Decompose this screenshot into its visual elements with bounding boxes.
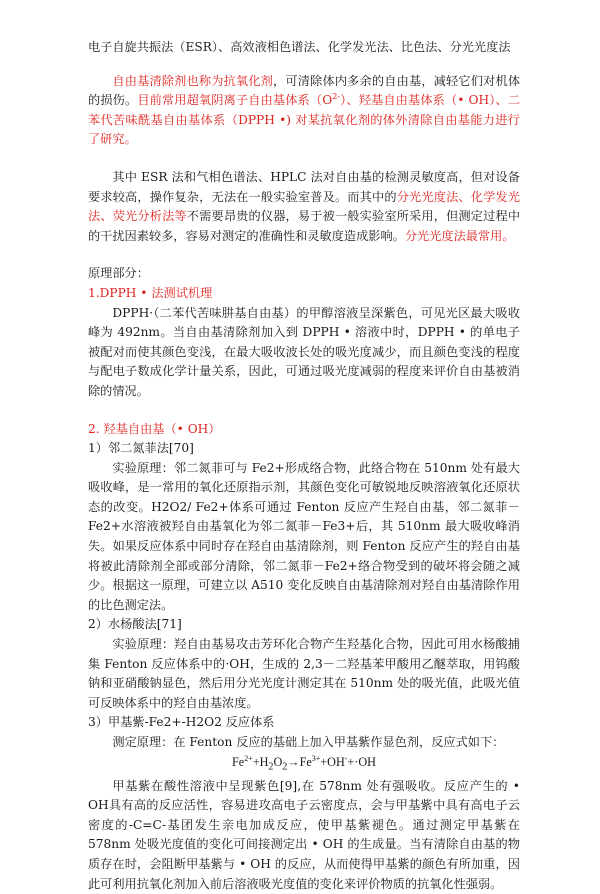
principle-label: 原理部分：	[88, 266, 149, 281]
intro-line: 电子自旋共振法（ESR）、高效液相色谱法、化学发光法、比色法、分光光度法	[88, 40, 511, 54]
section-heading-dpph: 1.DPPH • 法测试机理	[88, 285, 213, 300]
superscript: 2+	[244, 753, 253, 763]
text-segment: +·OH	[347, 754, 376, 769]
highlight-simple-methods: 分光光度法、化学发光法、荧光分析法等	[88, 189, 521, 224]
subscript: 2	[282, 761, 288, 773]
paragraph-salicylic: 实验原理：羟自由基易攻击芳环化合物产生羟基化合物，因此可用水杨酸捕集 Fenton 反应体系中的·OH，生成的 2,3－二羟基苯甲酸用乙醚萃取，用钨酸钠和亚硝酸钠显色，然后用分光光度计测定其在 510nm 处的吸光值，此吸光值可反映体系中的羟自由基浓度。	[88, 637, 520, 710]
highlight-common-systems	[88, 93, 520, 146]
method-title-salicylic: 2）水杨酸法[71]	[88, 617, 182, 632]
paragraph-methyl-violet-intro: 测定原理：在 Fenton 反应的基础上加入甲基紫作显色剂，反应式如下：	[112, 735, 505, 749]
text-segment: 目前常用超氧阴离子自由基体系（O	[137, 93, 333, 108]
method-title-methyl-violet: 3）甲基紫-Fe2+-H2O2 反应体系	[88, 715, 275, 730]
text-segment: O	[273, 754, 283, 769]
text-segment: 其中 ESR 法和气相色谱法、HPLC 法对自由基的检测灵敏度高，但对设备要求较高，操作复杂，无法在一般实验室普及。而其中的	[88, 169, 520, 204]
text-segment: +H	[252, 754, 269, 769]
paragraph-free-radical-scavenger	[88, 72, 520, 150]
superscript: 3+	[311, 753, 321, 763]
paragraph-dpph-mechanism: DPPH·（二苯代苦味肼基自由基）的甲醇溶液呈深紫色，可见光区最大吸收峰为 492nm。当自由基清除剂加入到 DPPH • 溶液中时，DPPH • 的单电子被配对而使其颜色变浅，在最大吸收波长处的吸光度减少，而且颜色变浅的程度与配电子数成化学计量关系，因此，可通过吸光度减弱的程度来评价自由基被消除的情况。	[88, 305, 520, 398]
highlight-antioxidant-definition: 自由基清除剂也称为抗氧化剂	[112, 73, 274, 88]
paragraph-phenanthroline: 实验原理：邻二氮菲可与 Fe2+形成络合物，此络合物在 510nm 处有最大吸收峰，是一常用的氧化还原指示剂，其颜色变化可敏锐地反映溶液氧化还原状态的改变。H2O2/ Fe2+体系可通过 Fenton 反应产生羟自由基，邻二氮菲－Fe2+水溶液被羟自由基氧化为邻二氮菲－Fe3+后，其 510nm 最大吸收峰消失。如果反应体系中同时存在羟自由基清除剂，则 Fenton 反应产生的羟自由基将被此清除剂全部或部分清除，邻二氮菲－Fe2+络合物受到的破坏将会随之减少。根据这一原理，可建立以 A510 变化反映自由基清除剂对羟自由基清除作用的比色测定法。	[88, 460, 520, 612]
text-segment: +OH	[320, 754, 345, 769]
text-segment: 不需要昂贵的仪器，易于被一般实验室所采用，但测定过程中的干扰因素较多，容易对测定的准确性和灵敏度造成影响。	[88, 209, 521, 243]
fenton-reaction-formula	[88, 753, 520, 777]
method-title-phenanthroline: 1）邻二氮菲法[70]	[88, 441, 194, 456]
superscript: 2-	[332, 92, 340, 102]
paragraph-methyl-violet-body: 甲基紫在酸性溶液中呈现紫色[9],在 578nm 处有强吸收。反应产生的 • OH具有高的反应活性，容易进攻高电子云密度点，会与甲基紫中具有高电子云密度的-C=C-基团发生亲电加成反应，使甲基紫褪色。通过测定甲基紫在 578nm 处吸光度值的变化可间接测定出 • OH 的生成量。当有清除自由基的物质存在时，会阻断甲基紫与 • OH 的反应，从而使得甲基紫的颜色有所加重，因此可利用抗氧化剂加入前后溶液吸光度值的变化来评价物质的抗氧化性强弱。	[88, 778, 520, 891]
highlight-spectrophotometry: 分光光度法最常用。	[404, 228, 515, 243]
text-segment: ，可清除体内多余的自由基，减轻它们对机体的损伤。	[88, 73, 521, 108]
text-segment: ）、羟基自由基体系（• OH）、二苯代苦味酰基自由基体系（DPPH •) 对某抗氧化剂的体外清除自由基能力进行了研究。	[88, 93, 521, 147]
superscript: -	[344, 753, 348, 763]
arrow-icon: →	[287, 754, 300, 769]
text-segment: Fe	[299, 754, 312, 769]
text-segment: Fe	[232, 754, 245, 769]
section-heading-hydroxyl: 2. 羟基自由基（• OH）	[88, 421, 221, 436]
subscript: 2	[268, 761, 274, 773]
paragraph-methods-comparison	[88, 168, 520, 246]
